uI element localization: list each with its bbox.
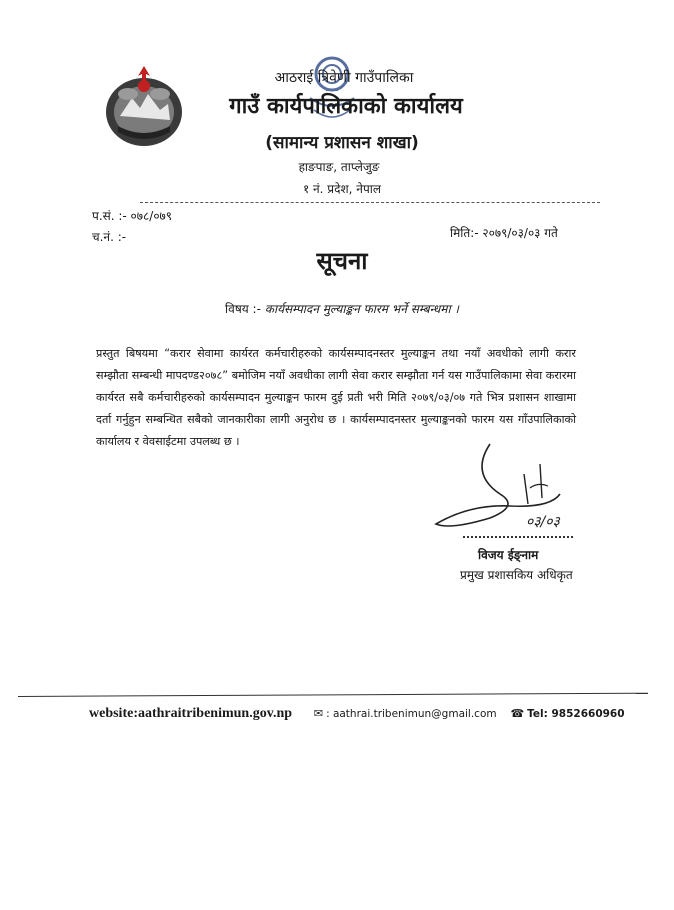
footer xyxy=(89,706,649,722)
signature-date: ०३/०३ xyxy=(526,514,560,530)
website-link[interactable]: website:aathraitribenimun.gov.np xyxy=(89,706,293,721)
phone-icon: ☎ xyxy=(510,707,525,720)
dispatch-number: च.नं. :- xyxy=(92,230,127,244)
handwritten-signature xyxy=(430,434,570,538)
signature-line xyxy=(463,536,573,538)
notice-body: प्रस्तुत बिषयमा “करार सेवामा कार्यरत कर्मचारीहरुको कार्यसम्पादनस्तर मुल्याङ्कन तथा नयाँ अवधीको लागी करार सम्झौता सम्बन्धी मापदण्ड२०७८” बमोजिम नयाँ अवधीका लागी सेवा करार सम्झौता गर्न यस गाउँपालिकामा सेवा करारमा कार्यरत सबै कर्मचारीहरुको कार्यसम्पादन मुल्याङ्कन फारम दुई प्रती भरी मिति २०७९/०३/०७ गते भित्र प्रशासन शाखामा दर्ता गर्नुहुन सम्बन्धित सबैको जानकारीका लागी अनुरोध छ । कार्यसम्पादनस्तर मुल्याङ्कनको फारम यस गाँउपालिकाको कार्यालय र वेवसाईटमा उपलब्ध छ । xyxy=(96,347,576,448)
subject-value: कार्यसम्पादन मुल्याङ्कन फारम भर्ने सम्बन्धमा । xyxy=(264,302,459,316)
office-address: हाङपाङ, ताप्लेजुङ xyxy=(298,160,380,174)
branch-name: (सामान्य प्रशासन शाखा) xyxy=(265,133,419,153)
subject-label: विषय :- xyxy=(225,302,261,316)
phone-number: Tel: 9852660960 xyxy=(527,708,625,720)
header-divider xyxy=(140,202,600,203)
notice-title: सूचना xyxy=(316,247,368,275)
email-icon: ✉ xyxy=(313,707,324,720)
email-contact[interactable] xyxy=(314,708,497,720)
subject-line xyxy=(0,300,674,317)
office-name: गाउँ कार्यपालिकाको कार्यालय xyxy=(229,94,463,119)
signatory-designation: प्रमुख प्रशासकिय अधिकृत xyxy=(460,568,573,582)
email-address: : aathrai.tribenimun@gmail.com xyxy=(326,708,497,720)
signatory-name: विजय ईङ्नाम xyxy=(478,548,539,562)
reference-number: प.सं. :- ०७८/०७९ xyxy=(92,209,173,223)
phone-contact[interactable] xyxy=(510,708,624,720)
province-address: १ नं. प्रदेश, नेपाल xyxy=(302,182,382,196)
municipality-name: आठराई त्रिवेणी गाउँपालिका xyxy=(274,70,414,86)
notice-date: मिति:- २०७९/०३/०३ गते xyxy=(450,226,558,240)
footer-rule xyxy=(18,693,648,697)
